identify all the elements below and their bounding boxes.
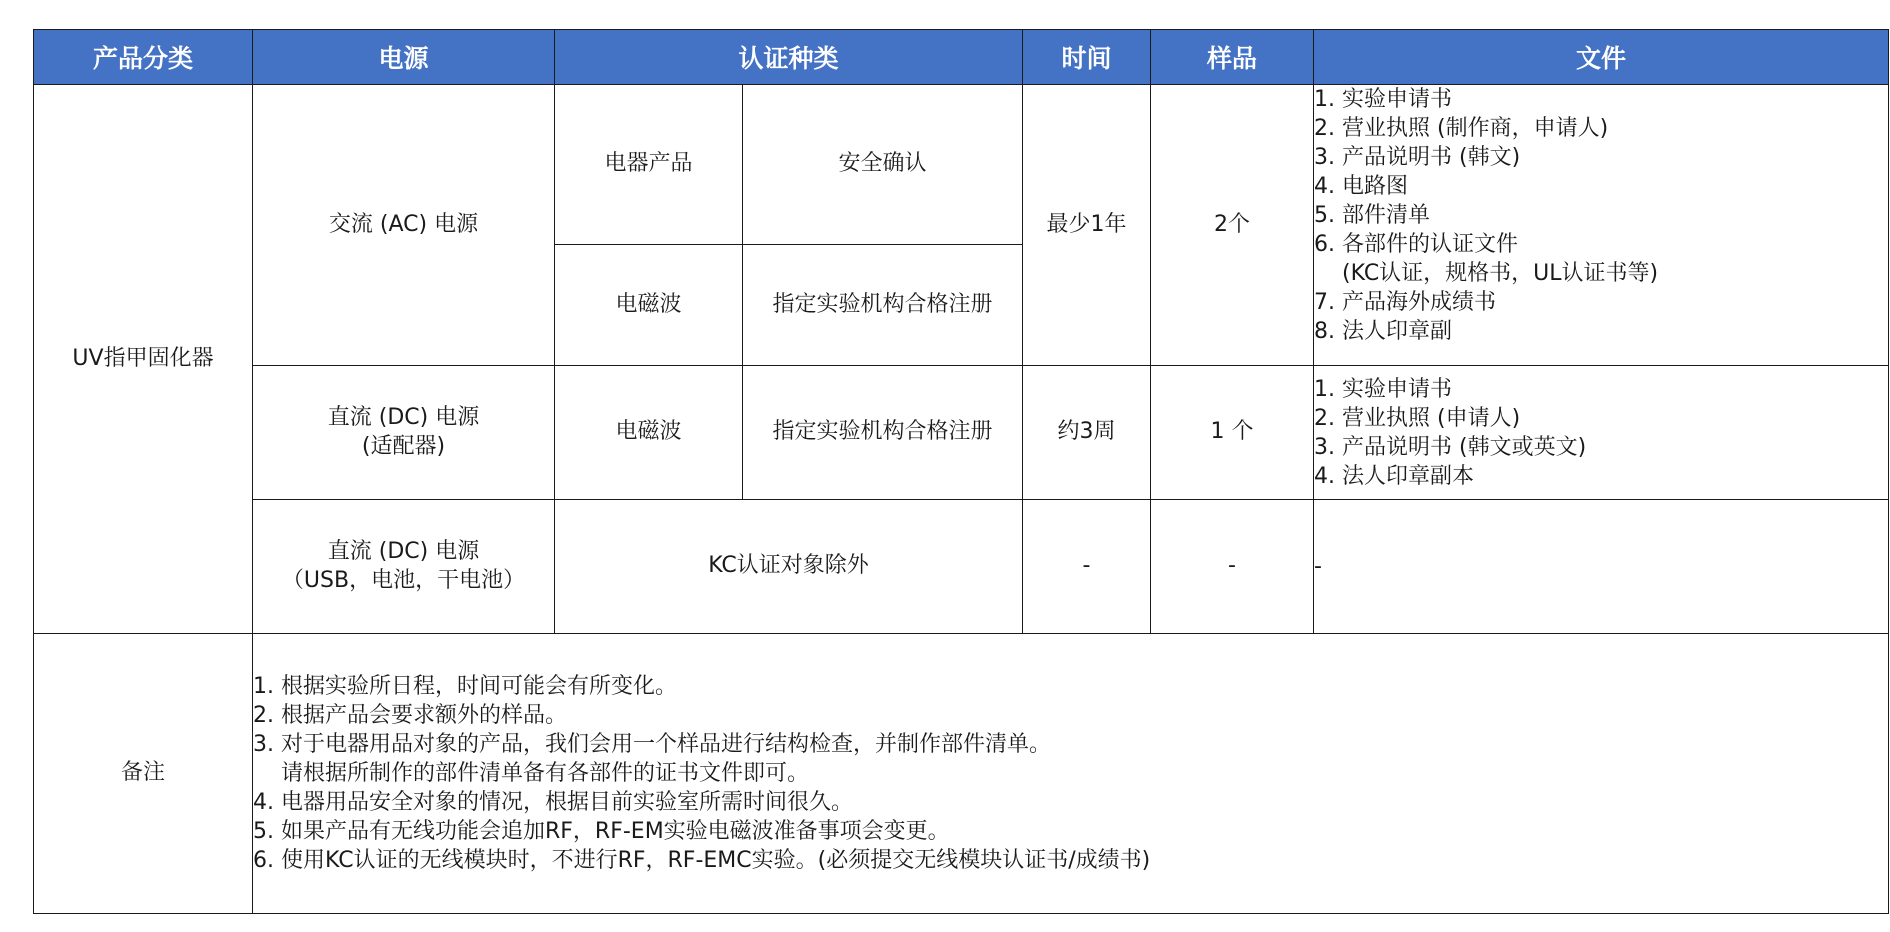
dc-adapter-time-cell: 约3周 [1023,366,1151,500]
dc-adapter-files-cell [1314,366,1889,500]
ac-file-line: 8. 法人印章副 [1314,319,1452,344]
ac-file-line: 3. 产品说明书 (韩文) [1314,145,1521,170]
ac-emc-product-cell: 电磁波 [555,245,743,366]
notes-content-cell [253,634,1889,914]
header-files: 文件 [1314,30,1889,85]
note-line: 6. 使用KC认证的无线模块时，不进行RF，RF-EMC实验。(必须提交无线模块认证书/成绩书) [253,848,1151,873]
note-line: 4. 电器用品安全对象的情况，根据目前实验室所需时间很久。 [253,790,853,815]
dc-adapter-product-cell: 电磁波 [555,366,743,500]
header-time: 时间 [1023,30,1151,85]
dc-adapter-row [34,366,1889,500]
notes-label-cell: 备注 [34,634,253,914]
dc-battery-files-cell: - [1314,500,1889,634]
dc-battery-sample-cell: - [1151,500,1314,634]
ac-file-line: 7. 产品海外成绩书 [1314,290,1496,315]
notes-row [34,634,1889,914]
ac-safety-product-cell: 电器产品 [555,85,743,245]
ac-files-cell [1314,85,1889,366]
header-cert-type: 认证种类 [555,30,1023,85]
ac-file-line: (KC认证，规格书，UL认证书等) [1342,261,1659,286]
dc-adapter-cert-cell: 指定实验机构合格注册 [743,366,1023,500]
ac-emc-cert-cell: 指定实验机构合格注册 [743,245,1023,366]
ac-safety-row [34,85,1889,245]
ac-power-cell: 交流 (AC) 电源 [253,85,555,366]
dc-battery-time-cell: - [1023,500,1151,634]
note-line: 3. 对于电器用品对象的产品，我们会用一个样品进行结构检查，并制作部件清单。 [253,732,1051,757]
dc-adapter-power-line: 直流 (DC) 电源 [327,404,480,430]
dc-adapter-power-cell [253,366,555,500]
dc-adapter-file-line: 1. 实验申请书 [1314,376,1452,402]
dc-adapter-file-line: 4. 法人印章副本 [1314,463,1474,489]
dc-battery-power-line: 直流 (DC) 电源 [327,538,480,564]
dc-battery-power-line: （USB，电池，干电池） [281,567,526,593]
header-power: 电源 [253,30,555,85]
note-line: 5. 如果产品有无线功能会追加RF，RF-EM实验电磁波准备事项会变更。 [253,819,950,844]
product-cell: UV指甲固化器 [34,85,253,634]
header-sample: 样品 [1151,30,1314,85]
ac-safety-cert-cell: 安全确认 [743,85,1023,245]
dc-adapter-file-line: 3. 产品说明书 (韩文或英文) [1314,434,1587,460]
ac-file-line: 4. 电路图 [1314,174,1408,199]
ac-file-line: 6. 各部件的认证文件 [1314,232,1518,257]
dc-battery-power-cell [253,500,555,634]
note-line: 请根据所制作的部件清单备有各部件的证书文件即可。 [281,761,810,786]
ac-file-line: 1. 实验申请书 [1314,87,1452,112]
dc-adapter-file-line: 2. 营业执照 (申请人) [1314,405,1521,431]
ac-file-line: 2. 营业执照 (制作商，申请人) [1314,116,1609,141]
dc-adapter-sample-cell: 1 个 [1151,366,1314,500]
note-line: 1. 根据实验所日程，时间可能会有所变化。 [253,674,677,699]
ac-time-cell: 最少1年 [1023,85,1151,366]
ac-sample-cell: 2个 [1151,85,1314,366]
dc-battery-cert-cell: KC认证对象除外 [555,500,1023,634]
header-row [34,30,1889,85]
ac-file-line: 5. 部件清单 [1314,203,1430,228]
certification-table [33,29,1889,914]
header-category: 产品分类 [34,30,253,85]
dc-battery-row [34,500,1889,634]
note-line: 2. 根据产品会要求额外的样品。 [253,703,567,728]
dc-adapter-power-line: (适配器) [361,433,446,459]
